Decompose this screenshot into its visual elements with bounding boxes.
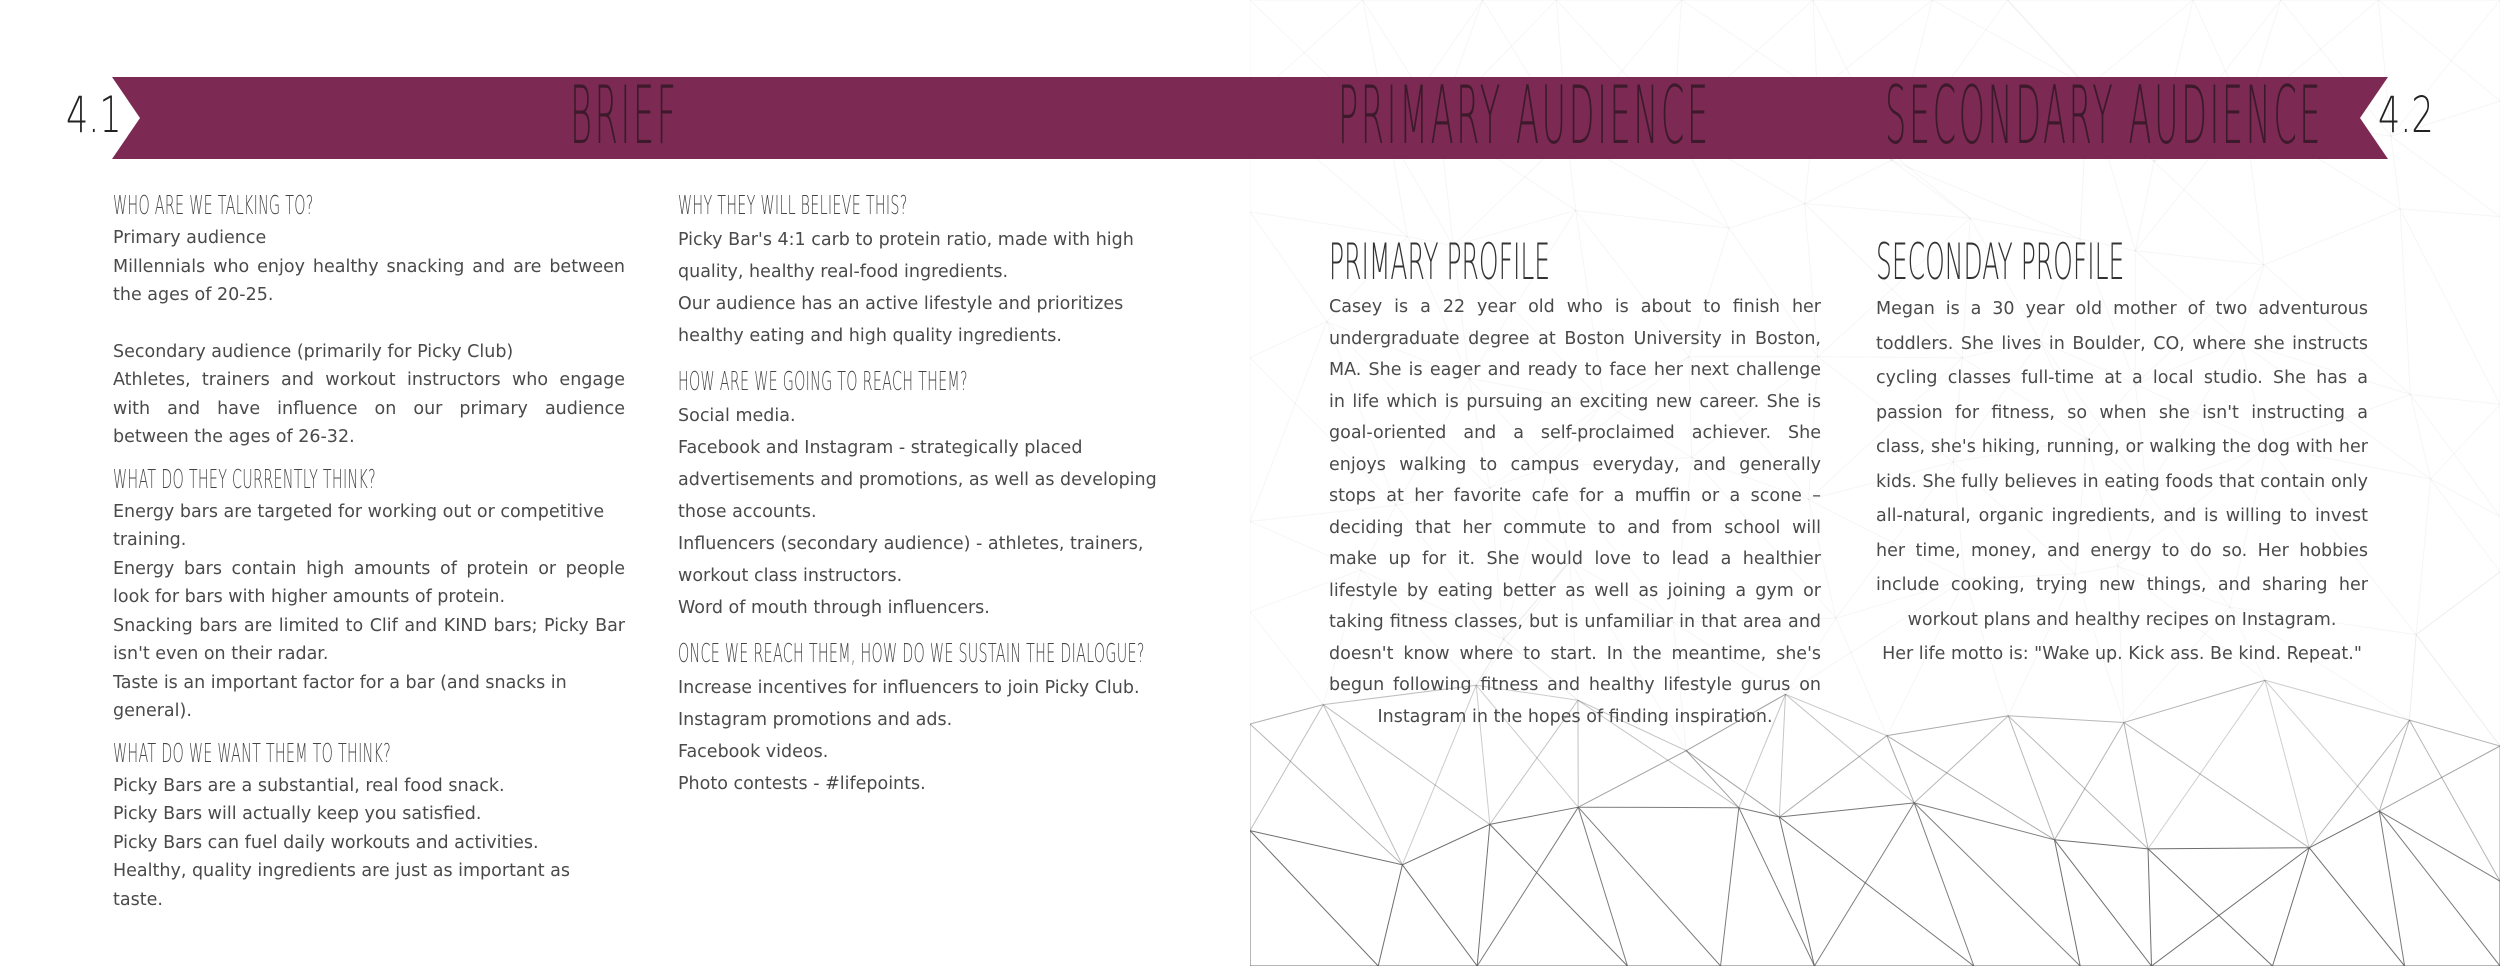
mesh-line — [1250, 705, 1323, 831]
paragraph: Secondary audience (primarily for Picky Club) — [113, 341, 514, 362]
mesh-line — [2008, 716, 2124, 723]
secondary-profile — [1876, 232, 2368, 672]
section-heading: WHAT DO WE WANT THEM TO THINK? — [113, 738, 392, 769]
mesh-line — [1914, 803, 2080, 966]
mesh-line — [2379, 811, 2500, 881]
page-number-right: 4.2 — [2378, 86, 2434, 144]
paragraph: Picky Bars will actually keep you satisfied. — [113, 804, 482, 824]
paragraph: Our audience has an active lifestyle and prioritizes healthy eating and high quality ingredients. — [678, 294, 1124, 346]
paragraph: Taste is an important factor for a bar (and snacks in general). — [113, 672, 567, 721]
secondary-profile-body: Megan is a 30 year old mother of two adventurous toddlers. She lives in Boulder, CO, where she instructs cycling classes full-time at a local studio. She has a passion for fitness, so when she isn't instructing a class, she's hiking, running, or walking the dog with her kids. She fully believes in eating foods that contain only all-natural, organic ingredients, and is willing to invest her time, money, and energy to do so. Her hobbies include cooking, trying new things, and sharing her workout plans and healthy recipes on Instagram. — [1876, 299, 2368, 630]
primary-audience-title: PRIMARY AUDIENCE — [1338, 69, 1711, 162]
section-heading: WHAT DO THEY CURRENTLY THINK? — [113, 464, 376, 495]
mesh-line — [1578, 807, 1627, 966]
section-heading: WHY THEY WILL BELIEVE THIS? — [678, 191, 908, 221]
mesh-line — [1891, 160, 2080, 239]
mesh-line — [2054, 840, 2080, 966]
mesh-line — [1805, 204, 1970, 218]
mesh-line — [2265, 680, 2409, 720]
mesh-line — [2379, 811, 2404, 966]
mesh-line — [1402, 865, 1477, 966]
mesh-line — [1914, 803, 1974, 966]
mesh-line — [2054, 723, 2123, 840]
mesh-line — [1887, 736, 2055, 840]
mesh-line — [2148, 848, 2309, 849]
mesh-line — [2152, 848, 2310, 966]
mesh-line — [2416, 479, 2430, 635]
mesh-line — [1729, 204, 1805, 228]
page-number-left: 4.1 — [66, 86, 122, 144]
brief-title: BRIEF — [570, 69, 679, 162]
paragraph: Social media. — [678, 406, 796, 426]
secondary-audience-title: SECONDARY AUDIENCE — [1885, 69, 2324, 162]
mesh-line — [2054, 840, 2151, 966]
paragraph: Picky Bar's 4:1 carb to protein ratio, made with high quality, healthy real-food ingredients. — [678, 230, 1134, 282]
mesh-line — [2309, 811, 2379, 848]
mesh-line — [1250, 322, 1327, 522]
paragraph: Athletes, trainers and workout instructors who engage with and have influence on our primary audience between the ages of 26-32. — [113, 370, 625, 447]
primary-profile — [1329, 232, 1821, 733]
mesh-line — [2410, 395, 2500, 405]
mesh-line — [1250, 212, 1327, 322]
paragraph: Picky Bars can fuel daily workouts and activities. — [113, 832, 539, 853]
paragraph: Word of mouth through influencers. — [678, 598, 990, 618]
paragraph: Healthy, quality ingredients are just as important as taste. — [113, 861, 571, 910]
mesh-line — [1477, 807, 1578, 966]
mesh-line — [2400, 209, 2500, 405]
mesh-line — [2431, 479, 2500, 572]
mesh-line — [2416, 635, 2500, 746]
mesh-line — [2008, 716, 2148, 849]
mesh-line — [1721, 808, 1739, 966]
mesh-line — [2148, 849, 2151, 966]
mesh-line — [1739, 808, 1815, 966]
mesh-line — [1576, 210, 1729, 228]
mesh-line — [1891, 160, 1970, 218]
mesh-line — [2409, 635, 2416, 720]
mesh-line — [1402, 824, 1489, 864]
mesh-line — [1578, 751, 1686, 808]
mesh-line — [1814, 803, 1914, 966]
section-heading: ONCE WE REACH THEM, HOW DO WE SUSTAIN THE DIALOGUE? — [678, 639, 1145, 669]
mesh-line — [2273, 848, 2310, 966]
paragraph: Energy bars are targeted for working out or competitive training. — [113, 501, 605, 550]
mesh-line — [2431, 404, 2500, 479]
mesh-line — [1578, 807, 1720, 966]
mesh-line — [2400, 209, 2410, 395]
mesh-line — [2379, 811, 2500, 966]
mesh-line — [1914, 803, 2054, 840]
mesh-line — [1779, 736, 1887, 817]
mesh-line — [2054, 840, 2148, 849]
paragraph: Snacking bars are limited to Clif and KIND bars; Picky Bar isn't even on their radar. — [113, 615, 625, 664]
secondary-profile-motto: Her life motto is: "Wake up. Kick ass. Be kind. Repeat." — [1882, 644, 2362, 664]
mesh-line — [2148, 680, 2265, 849]
mesh-line — [1805, 160, 1892, 203]
brief-banner — [112, 77, 1250, 159]
mesh-line — [1250, 831, 1402, 865]
mesh-line — [1378, 865, 1402, 966]
mesh-line — [2431, 479, 2500, 516]
paragraph: Picky Bars are a substantial, real food snack. — [113, 775, 505, 796]
paragraph: Primary audience — [113, 228, 267, 248]
mesh-line — [2309, 848, 2404, 966]
mesh-line — [1250, 612, 1323, 705]
mesh-line — [2409, 720, 2500, 881]
primary-profile-heading: PRIMARY PROFILE — [1329, 233, 1551, 291]
mesh-line — [2416, 572, 2500, 635]
paragraph: Millennials who enjoy healthy snacking and are between the ages of 20-25. — [113, 256, 625, 305]
mesh-line — [1686, 751, 1739, 808]
mesh-line — [1686, 751, 1779, 817]
paragraph: Facebook and Instagram - strategically placed advertisements and promotions, as well as developing those accounts. — [678, 438, 1157, 522]
paragraph: Increase incentives for influencers to join Picky Club. — [678, 678, 1140, 698]
brief-column-1 — [113, 188, 625, 914]
section-heading: WHO ARE WE TALKING TO? — [113, 191, 314, 221]
paragraph: Facebook videos. — [678, 742, 829, 762]
secondary-profile-heading: SECONDAY PROFILE — [1876, 233, 2125, 291]
mesh-line — [1477, 824, 1490, 966]
paragraph: Instagram promotions and ads. — [678, 710, 953, 730]
mesh-line — [2400, 209, 2500, 217]
brief-column-2 — [678, 188, 1162, 800]
mesh-line — [2124, 680, 2265, 722]
mesh-line — [2309, 720, 2409, 848]
primary-profile-body: Casey is a 22 year old who is about to finish her undergraduate degree at Boston University in Boston, MA. She is eager and ready to face her next challenge in life which is pursuing an exciting new career. She is goal-oriented and a self-proclaimed achiever. She enjoys walking to campus everyday, and generally stops at her favorite cafe for a muffin or a scone – deciding that her commute to and from school will make up for it. She would love to lead a healthier lifestyle by eating better as well as joining a gym or taking fitness classes, but is unfamiliar in that area and doesn't know where to start. In the meantime, she's begun following fitness and healthy lifestyle gurus on Instagram in the hopes of finding inspiration. — [1329, 297, 1821, 727]
mesh-line — [1578, 807, 1739, 808]
mesh-line — [1490, 807, 1578, 824]
mesh-line — [1490, 824, 1628, 966]
paragraph: Influencers (secondary audience) - athletes, trainers, workout class instructors. — [678, 534, 1144, 586]
paragraph: Energy bars contain high amounts of protein or people look for bars with higher amounts of protein. — [113, 558, 625, 607]
mesh-line — [1779, 817, 1974, 966]
mesh-line — [2409, 720, 2500, 746]
mesh-line — [2008, 716, 2054, 840]
mesh-line — [1250, 831, 1378, 966]
section-heading: HOW ARE WE GOING TO REACH THEM? — [678, 367, 968, 397]
mesh-line — [1779, 803, 1914, 817]
mesh-line — [2391, 136, 2500, 216]
mesh-line — [2410, 395, 2500, 517]
mesh-line — [2148, 849, 2272, 966]
mesh-line — [1250, 705, 1323, 724]
paragraph: Photo contests - #lifepoints. — [678, 774, 926, 794]
mesh-line — [1887, 736, 1914, 803]
